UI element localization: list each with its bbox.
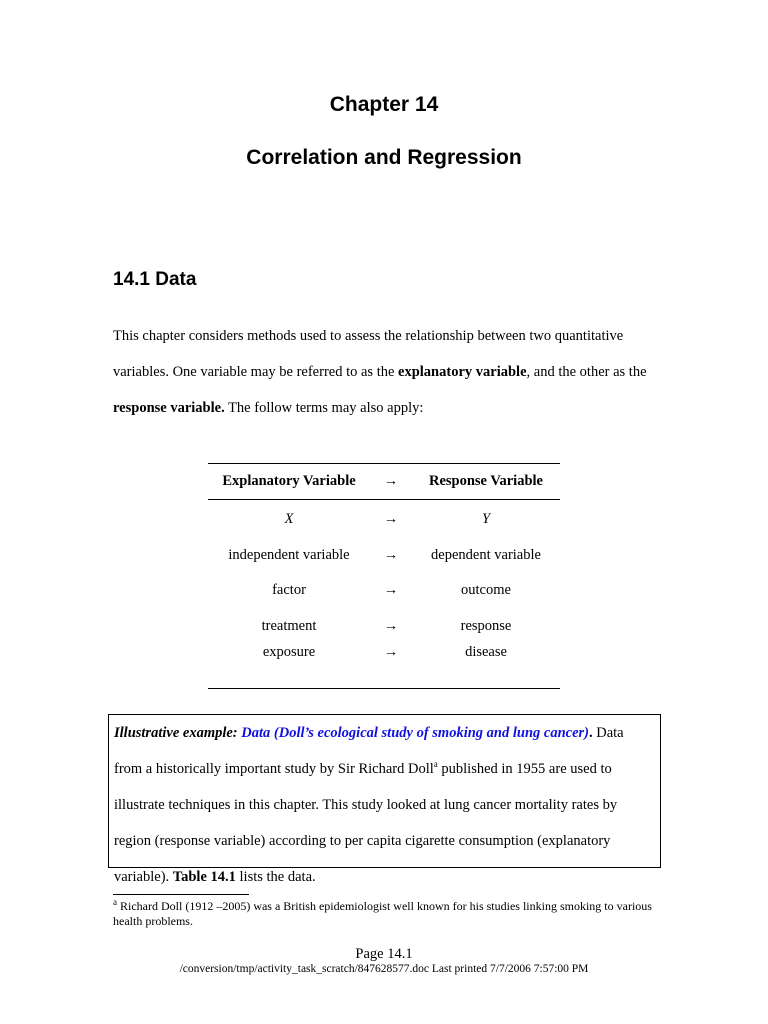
- header-response: Response Variable: [428, 473, 543, 489]
- arrow-icon: →: [383, 511, 399, 528]
- table-row: [208, 538, 560, 574]
- table-row: [208, 609, 560, 645]
- term-response-variable: response variable.: [113, 400, 225, 416]
- example-text-2: published in 1955 are used to illustrate techniques in this chapter. This study looked at lung cancer mortality rates by region (response variable) according to per capita cigarette consumption (explanatory variable).: [114, 761, 618, 885]
- table-row: [208, 500, 560, 538]
- example-text-3: lists the data.: [235, 869, 316, 885]
- cell-explanatory: factor: [272, 582, 306, 599]
- arrow-icon: →: [383, 546, 399, 563]
- cell-explanatory: X: [284, 511, 294, 528]
- footnote: [113, 899, 658, 929]
- header-explanatory: Explanatory Variable: [222, 473, 356, 489]
- example-label: Illustrative example:: [114, 725, 238, 741]
- terms-table: [208, 463, 560, 689]
- footnote-marker[interactable]: a: [433, 759, 438, 770]
- cell-response: Y: [481, 511, 491, 528]
- cell-response: outcome: [461, 582, 511, 599]
- intro-text-3: The follow terms may also apply:: [224, 400, 424, 416]
- arrow-icon: →: [370, 644, 412, 689]
- cell-explanatory: independent variable: [228, 546, 350, 563]
- footnote-marker-label: a: [113, 897, 117, 907]
- illustrative-example-box: [108, 714, 661, 885]
- terms-table-header-row: [208, 464, 560, 500]
- footer-file-path: /conversion/tmp/activity_task_scratch/847628577.doc Last printed 7/7/2006 7:57:00 PM: [179, 963, 589, 975]
- chapter-title: Chapter 14: [329, 93, 439, 116]
- arrow-icon: →: [383, 582, 399, 599]
- header-arrow: →: [383, 473, 399, 489]
- footnote-separator: [113, 894, 249, 895]
- table-reference: Table 14.1: [172, 869, 236, 885]
- table-row: [208, 644, 560, 689]
- arrow-icon: →: [383, 618, 399, 635]
- cell-response: response: [460, 618, 512, 635]
- page-number: Page 14.1: [355, 946, 413, 962]
- intro-text-2: , and the other as the: [526, 364, 647, 380]
- footnote-text: Richard Doll (1912 –2005) was a British epidemiologist well known for his studies linking smoking to various health problems.: [113, 899, 652, 928]
- example-data-link[interactable]: Data (Doll’s ecological study of smoking and lung cancer): [241, 725, 589, 741]
- example-dot: .: [589, 725, 593, 741]
- chapter-subtitle: Correlation and Regression: [246, 146, 522, 169]
- cell-response: disease: [412, 644, 560, 689]
- cell-explanatory: exposure: [208, 644, 370, 689]
- intro-text-1: This chapter considers methods used to assess the relationship between two quantitative variables. One variable may be referred to as the: [113, 328, 624, 380]
- illustrative-example-text: [114, 715, 654, 895]
- table-row: [208, 573, 560, 609]
- term-explanatory-variable: explanatory variable: [398, 364, 527, 380]
- example-text-1: Data from a historically important study by Sir Richard Doll: [114, 725, 624, 777]
- cell-explanatory: treatment: [261, 618, 317, 635]
- section-heading: 14.1 Data: [113, 269, 197, 290]
- cell-response: dependent variable: [431, 546, 541, 563]
- intro-paragraph: [113, 318, 658, 426]
